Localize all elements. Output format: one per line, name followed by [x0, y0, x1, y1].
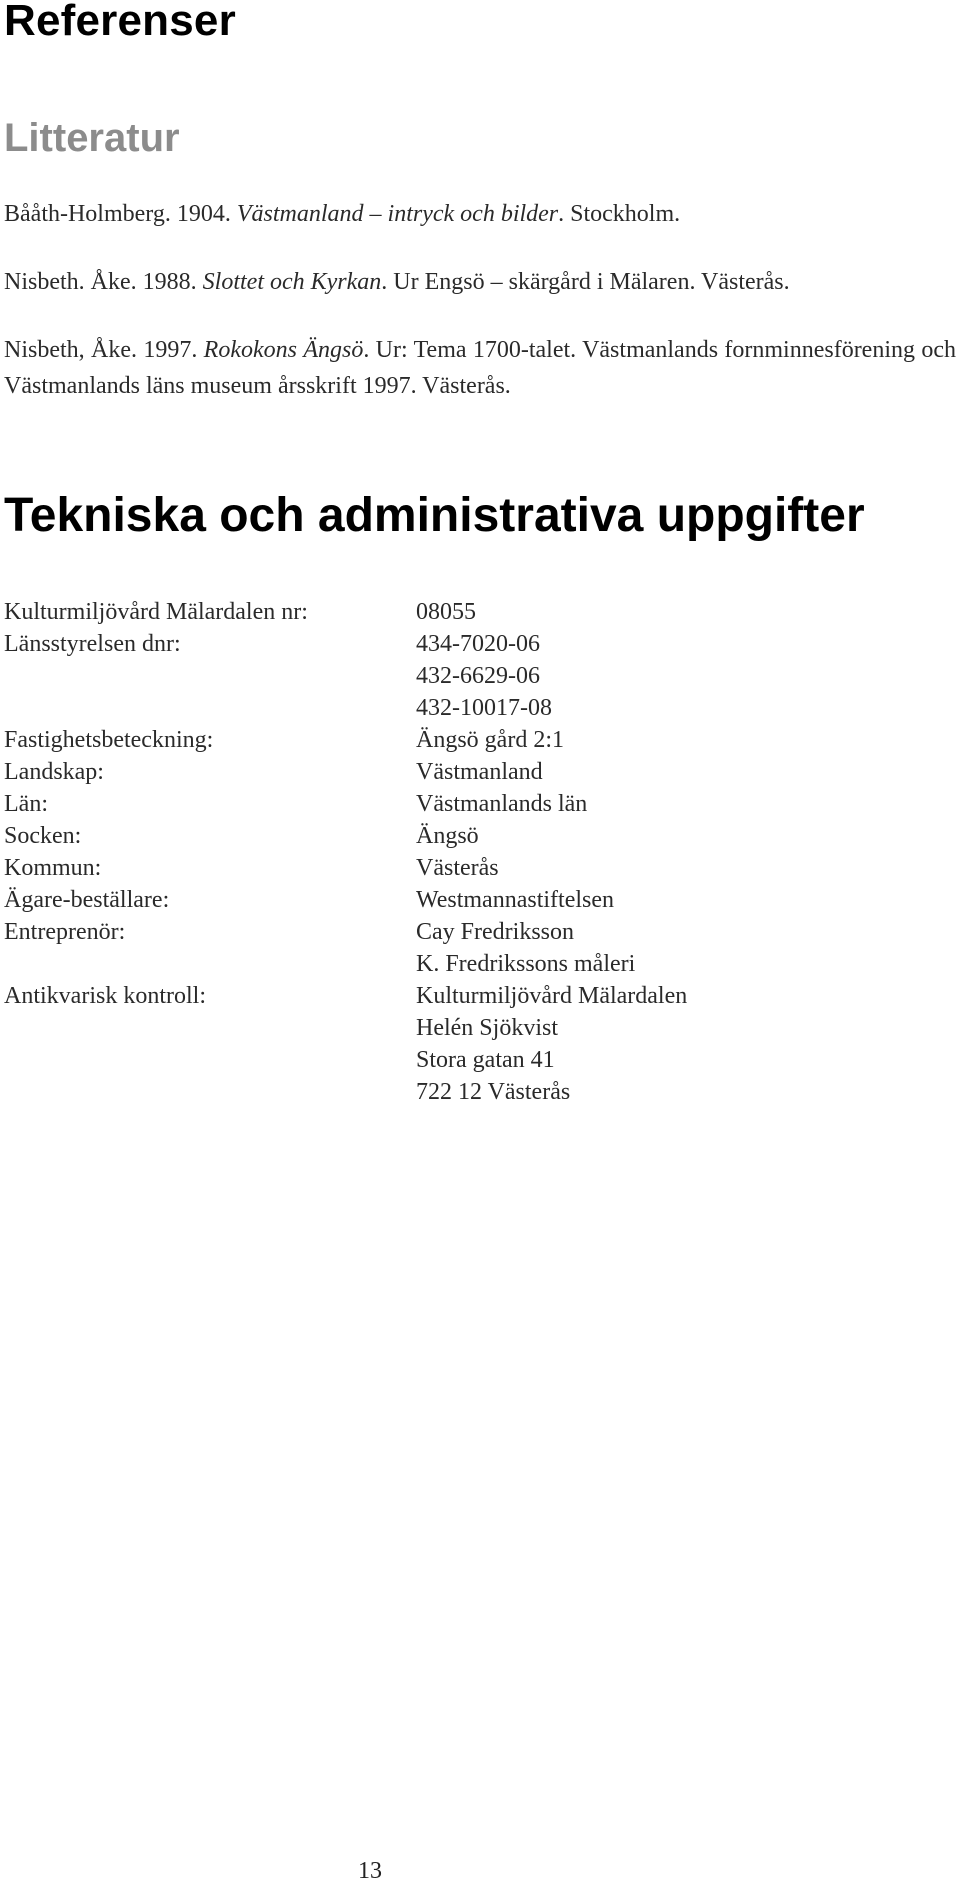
page-number: 13	[358, 1858, 382, 1884]
reference-text: Bååth-Holmberg. 1904.	[4, 201, 237, 227]
info-value: Stora gatan 41	[416, 1047, 555, 1073]
info-value: 722 12 Västerås	[416, 1079, 571, 1105]
info-value: Ängsö gård 2:1	[416, 727, 564, 753]
reference-text: Nisbeth, Åke. 1997.	[4, 337, 204, 363]
info-row	[4, 788, 904, 820]
info-values	[416, 980, 904, 1108]
reference-list	[4, 196, 956, 436]
reference-item	[4, 332, 956, 404]
info-label: Län:	[4, 791, 48, 817]
info-value: 08055	[416, 599, 476, 625]
info-label: Fastighetsbeteckning:	[4, 727, 214, 753]
info-value: K. Fredrikssons måleri	[416, 951, 636, 977]
reference-text: . Ur: Tema 1700-talet. Västmanlands fornminnesförening och Västmanlands läns museum årsskrift 1997. Västerås.	[4, 337, 956, 399]
reference-text: . Ur Engsö – skärgård i Mälaren. Västerås.	[381, 269, 790, 295]
info-value: 432-10017-08	[416, 695, 552, 721]
info-row	[4, 628, 904, 724]
info-value: Westmannastiftelsen	[416, 887, 615, 913]
page-title: Referenser	[4, 0, 236, 45]
info-row	[4, 916, 904, 980]
reference-item	[4, 264, 956, 300]
info-values	[416, 788, 904, 820]
info-value: Västmanlands län	[416, 791, 588, 817]
info-values	[416, 884, 904, 916]
info-values	[416, 724, 904, 756]
literature-heading: Litteratur	[4, 116, 180, 160]
info-values	[416, 916, 904, 980]
info-value: Kulturmiljövård Mälardalen	[416, 983, 688, 1009]
info-value: Västerås	[416, 855, 499, 881]
info-values	[416, 820, 904, 852]
technical-heading: Tekniska och administrativa uppgifter	[4, 489, 865, 542]
info-row	[4, 852, 904, 884]
info-values	[416, 852, 904, 884]
info-values	[416, 596, 904, 628]
info-label: Antikvarisk kontroll:	[4, 983, 206, 1009]
info-label: Landskap:	[4, 759, 104, 785]
info-label: Länsstyrelsen dnr:	[4, 631, 181, 657]
info-label: Socken:	[4, 823, 82, 849]
info-value: Cay Fredriksson	[416, 919, 574, 945]
info-row	[4, 724, 904, 756]
reference-title: Västmanland – intryck och bilder	[236, 201, 559, 227]
reference-title: Slottet och Kyrkan	[202, 269, 382, 295]
technical-info-table	[4, 596, 904, 1108]
reference-text: Nisbeth. Åke. 1988.	[4, 269, 203, 295]
reference-text: . Stockholm.	[558, 201, 681, 227]
reference-item	[4, 196, 956, 232]
info-value: Helén Sjökvist	[416, 1015, 558, 1041]
info-label: Kommun:	[4, 855, 102, 881]
info-values	[416, 756, 904, 788]
reference-title: Rokokons Ängsö	[203, 337, 364, 363]
info-label: Kulturmiljövård Mälardalen nr:	[4, 599, 308, 625]
info-row	[4, 884, 904, 916]
info-label: Ägare-beställare:	[4, 887, 170, 913]
info-value: 432-6629-06	[416, 663, 540, 689]
info-row	[4, 596, 904, 628]
info-row	[4, 980, 904, 1108]
info-row	[4, 820, 904, 852]
info-value: 434-7020-06	[416, 631, 540, 657]
info-row	[4, 756, 904, 788]
info-value: Västmanland	[416, 759, 543, 785]
info-value: Ängsö	[416, 823, 479, 849]
info-values	[416, 628, 904, 724]
info-label: Entreprenör:	[4, 919, 126, 945]
